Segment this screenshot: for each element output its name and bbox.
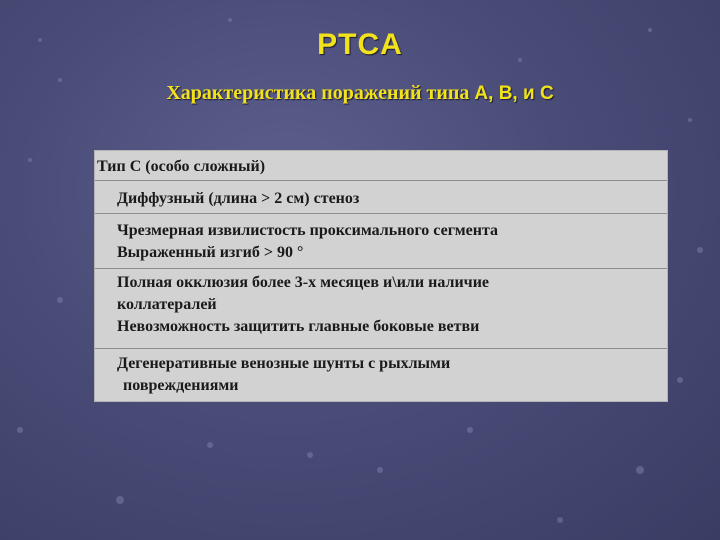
lesion-table	[94, 150, 668, 402]
slide-subtitle	[0, 82, 720, 105]
row-line: коллатералей	[117, 296, 217, 313]
row-line: Невозможность защитить главные боковые ветви	[117, 318, 480, 335]
row-line: Дегенеративные венозные шунты с рыхлыми	[117, 355, 451, 372]
row-line: Чрезмерная извилистость проксимального сегмента	[117, 222, 499, 239]
table-row	[95, 214, 667, 269]
row-line: Выраженный изгиб > 90 °	[117, 244, 304, 261]
slide-title: PTCA	[317, 28, 403, 61]
table-row	[95, 181, 667, 214]
row-line: повреждениями	[123, 377, 239, 394]
row-line: Полная окклюзия более 3-х месяцев и\или наличие	[117, 274, 490, 291]
table-header-row	[95, 151, 667, 181]
table-header: Тип С (особо сложный)	[97, 158, 266, 175]
subtitle-latin: A, B, и C	[474, 83, 554, 104]
table-row	[95, 269, 667, 349]
row-line: Диффузный (длина > 2 см) стеноз	[117, 190, 360, 207]
table-row	[95, 349, 667, 401]
subtitle-text: Характеристика поражений типа	[166, 82, 475, 104]
